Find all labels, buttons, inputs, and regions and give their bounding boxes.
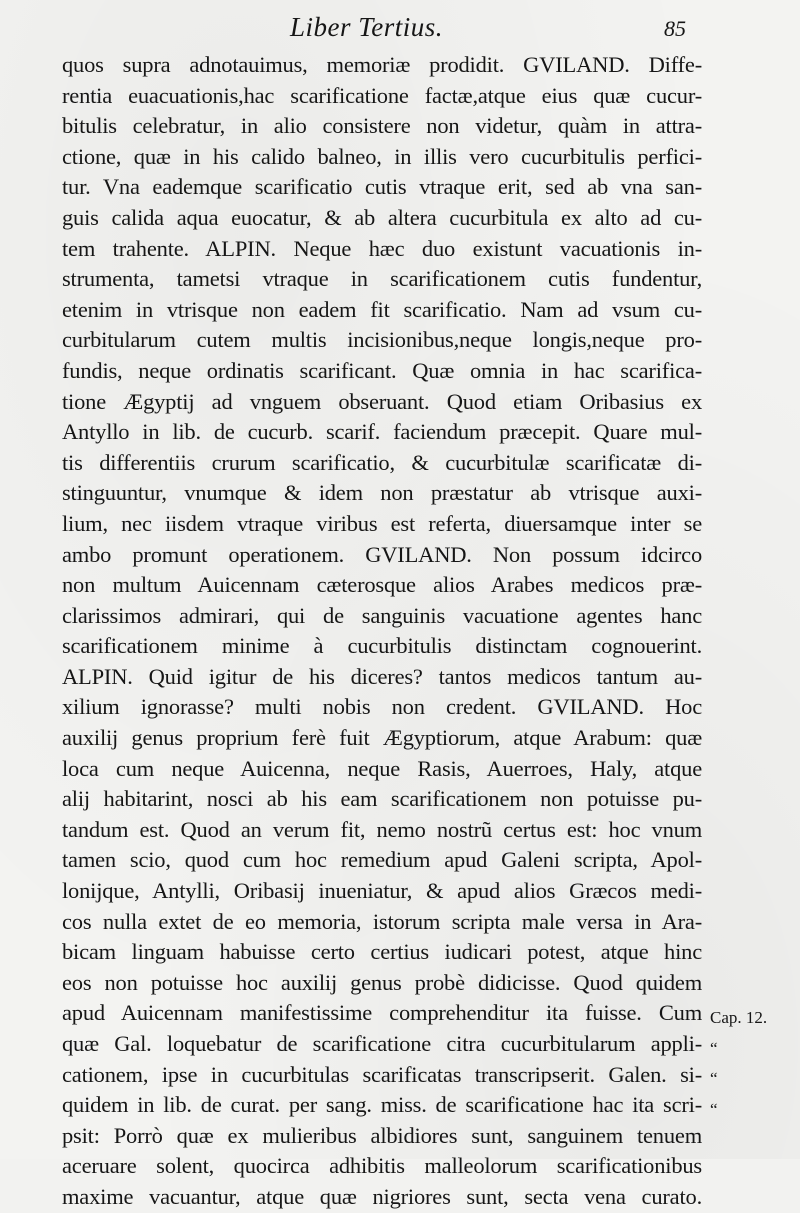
text-line: guis calida aqua euocatur, & ab altera cucurbitula ex alto ad cu- [62, 204, 702, 230]
text-line: tem trahente. ALPIN. Neque hæc duo existunt vacuationis in- [62, 235, 702, 261]
text-line: lium, nec iisdem vtraque viribus est referta, diuersamque inter se [62, 510, 702, 536]
text-line: bicam linguam habuisse certo certius iudicari potest, atque hinc [62, 939, 702, 965]
margin-note: “ [710, 1038, 718, 1058]
text-line: cos nulla extet de eo memoria, istorum scripta male versa in Ara- [62, 908, 702, 934]
text-line: non multum Auicennam cæterosque alios Arabes medicos præ- [62, 572, 702, 598]
text-line: tandum est. Quod an verum fit, nemo nostrũ certus est: hoc vnum [62, 816, 702, 842]
text-line: xilium ignorasse? multi nobis non credent. GVILAND. Hoc [62, 694, 702, 720]
text-line: tione Ægyptij ad vnguem obseruant. Quod etiam Oribasius ex [62, 388, 702, 414]
text-line: rentia euacuationis,hac scarificatione factæ,atque eius quæ cucur- [62, 82, 702, 108]
text-block [62, 50, 702, 1213]
text-line: apud Auicennam manifestissime comprehenditur ita fuisse. Cum [62, 1000, 702, 1026]
text-line: cationem, ipse in cucurbitulas scarificatas transcripserit. Galen. si- [62, 1061, 702, 1087]
text-line: quos supra adnotauimus, memoriæ prodidit. GVILAND. Diffe- [62, 52, 702, 77]
text-line: eos non potuisse hoc auxilij genus probè didicisse. Quod quidem [62, 969, 702, 995]
text-line: auxilij genus proprium ferè fuit Ægyptiorum, atque Arabum: quæ [62, 725, 702, 751]
text-line: ALPIN. Quid igitur de his diceres? tantos medicos tantum au- [62, 663, 702, 689]
margin-note: “ [710, 1069, 718, 1089]
text-line: clarissimos admirari, qui de sanguinis vacuatione agentes hanc [62, 602, 702, 628]
text-line: maxime vacuantur, atque quæ nigriores sunt, secta vena curato. [62, 1183, 702, 1209]
margin-notes [710, 1003, 790, 1125]
text-line: tis differentiis crurum scarificatio, & cucurbitulæ scarificatæ di- [62, 449, 702, 475]
text-line: ambo promunt operationem. GVILAND. Non possum idcirco [62, 541, 702, 567]
margin-note: Cap. 12. [710, 1008, 768, 1027]
running-head [0, 10, 800, 44]
text-line: scarificationem minime à cucurbitulis distinctam cognouerint. [62, 633, 702, 659]
text-line: loca cum neque Auicenna, neque Rasis, Auerroes, Haly, atque [62, 755, 702, 781]
page-number: 85 [664, 16, 686, 41]
text-line: quidem in lib. de curat. per sang. miss. de scarificatione hac ita scri- [62, 1092, 702, 1118]
text-line: etenim in vtrisque non eadem fit scarificatio. Nam ad vsum cu- [62, 296, 702, 322]
text-line: strumenta, tametsi vtraque in scarificationem cutis fundentur, [62, 266, 702, 292]
text-line: tur. Vna eademque scarificatio cutis vtraque erit, sed ab vna san- [62, 174, 702, 200]
text-line: lonijque, Antylli, Oribasij inueniatur, & apud alios Græcos medi- [62, 878, 702, 904]
text-line: curbitularum cutem multis incisionibus,neque longis,neque pro- [62, 327, 702, 353]
text-line: alij habitarint, nosci ab his eam scarificationem non potuisse pu- [62, 786, 702, 812]
text-line: stinguuntur, vnumque & idem non præstatur ab vtrisque auxi- [62, 480, 702, 506]
text-line: ctione, quæ in his calido balneo, in illis vero cucurbitulis perfici- [62, 143, 702, 169]
text-line: bitulis celebratur, in alio consistere non videtur, quàm in attra- [62, 113, 702, 139]
text-line: aceruare solent, quocirca adhibitis malleolorum scarificationibus [62, 1153, 702, 1179]
margin-note: “ [710, 1099, 718, 1119]
text-line: fundis, neque ordinatis scarificant. Quæ omnia in hac scarifica- [62, 357, 702, 383]
text-line: Antyllo in lib. de cucurb. scarif. faciendum præcepit. Quare mul- [62, 419, 702, 445]
text-line: psit: Porrò quæ ex mulieribus albidiores sunt, sanguinem tenuem [62, 1122, 702, 1148]
text-line: tamen scio, quod cum hoc remedium apud Galeni scripta, Apol- [62, 847, 702, 873]
running-title: Liber Tertius. [290, 12, 444, 42]
text-line: quæ Gal. loquebatur de scarificatione citra cucurbitularum appli- [62, 1031, 702, 1056]
